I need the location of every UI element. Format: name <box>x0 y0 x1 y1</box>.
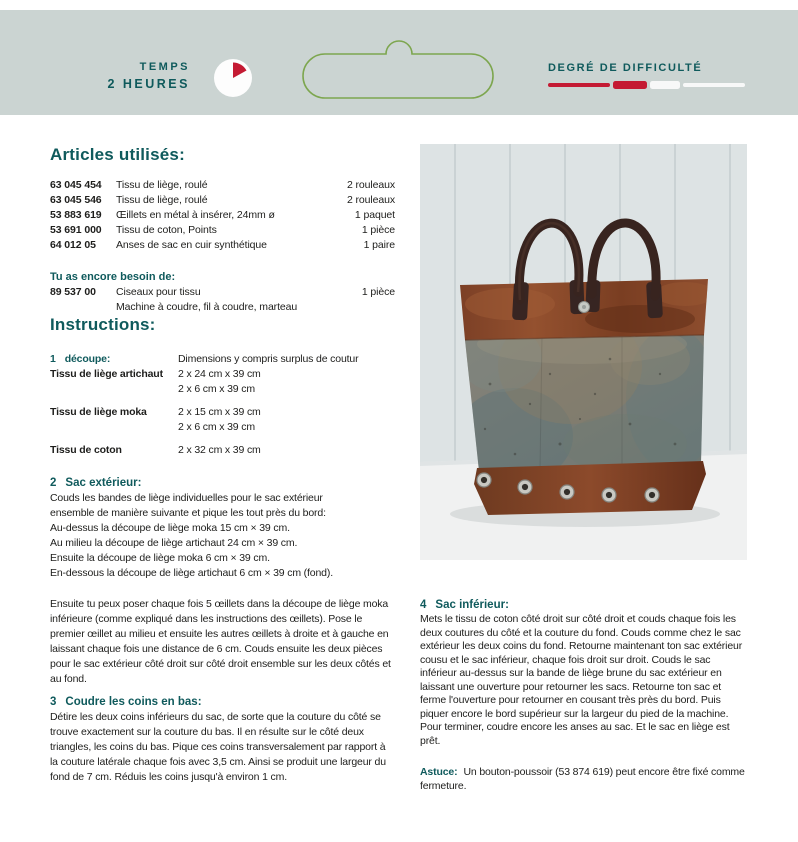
step3-heading <box>50 695 395 710</box>
difficulty-segment-empty <box>650 81 680 89</box>
clock-icon <box>213 58 253 98</box>
time-label: TEMPS <box>139 61 190 73</box>
article-row <box>50 285 395 300</box>
article-name: Machine à coudre, fil à coudre, marteau <box>116 301 298 313</box>
article-row <box>50 300 395 315</box>
step4-heading <box>420 598 748 613</box>
article-row <box>50 178 395 193</box>
article-code: 64 012 05 <box>50 239 96 251</box>
difficulty-block <box>548 62 748 89</box>
step-title: découpe: <box>64 353 111 365</box>
instruction-line: Au milieu la découpe de liège artichaut 24 cm × 39 cm. <box>50 537 298 549</box>
fabric-dimensions <box>178 443 261 458</box>
article-code: 53 691 000 <box>50 224 102 236</box>
tip-label: Astuce: <box>420 766 458 778</box>
article-code: 89 537 00 <box>50 286 96 298</box>
dimension-line: 2 x 6 cm x 39 cm <box>178 383 255 395</box>
article-qty: 1 pièce <box>361 286 395 298</box>
article-name: Tissu de coton, Points <box>116 224 217 236</box>
fabric-label: Tissu de liège artichaut <box>50 368 163 380</box>
article-qty: 1 pièce <box>361 224 395 236</box>
eyelet <box>645 488 659 502</box>
step4-inner-bag <box>420 598 748 748</box>
step-number: 4 <box>420 599 427 611</box>
article-row <box>50 223 395 238</box>
instructions-title: Instructions: <box>50 315 156 334</box>
article-qty: 1 paire <box>363 239 395 251</box>
step2-heading <box>50 476 395 491</box>
difficulty-segment-filled <box>613 81 647 89</box>
step3-paragraph: Détire les deux coins inférieurs du sac, de sorte que la couture du côté se trouve exactement sur la couture du bas. Il en résulte sur le côté deux triangles, les coins du bas. Pique ces coins transversalement par rapport à la couture latérale chaque fois avec 3,5 cm. Ainsi se produit une largeur du fond de 7 cm. Réduis les coins jusqu'à environ 1 cm. <box>50 711 386 783</box>
articles-list <box>50 178 395 253</box>
instruction-line: Ensuite la découpe de liège moka 6 cm × 39 cm. <box>50 552 270 564</box>
step-title: Sac inférieur: <box>435 599 509 611</box>
left-column <box>50 145 395 785</box>
eyelet <box>560 485 574 499</box>
article-qty: 2 rouleaux <box>346 194 395 206</box>
step2-outer-bag <box>50 476 395 581</box>
article-code <box>50 300 116 315</box>
snap-button <box>579 302 590 313</box>
step1-note: Dimensions y compris surplus de coutur <box>178 353 359 365</box>
bag-photo <box>420 144 747 560</box>
difficulty-label: DEGRÉ DE DIFFICULTÉ <box>548 62 703 74</box>
article-name: Œillets en métal à insérer, 24mm ø <box>116 209 275 221</box>
article-row <box>50 238 395 253</box>
fabric-dimensions <box>178 367 261 397</box>
fabric-label: Tissu de coton <box>50 444 122 456</box>
step1-cutting-table <box>50 352 395 458</box>
eyelet <box>518 480 532 494</box>
tip-text: Un bouton-poussoir (53 874 619) peut encore être fixé comme fermeture. <box>420 766 745 792</box>
fabric-dimensions <box>178 405 261 435</box>
article-code: 53 883 619 <box>50 209 102 221</box>
dimension-line: 2 x 32 cm x 39 cm <box>178 444 261 456</box>
instruction-line: ensemble de manière suivante et pique les tout près du bord: <box>50 507 326 519</box>
label-badge-outline <box>302 40 494 100</box>
right-column <box>420 144 748 793</box>
bag-bottom-band <box>474 461 706 515</box>
article-code: 63 045 454 <box>50 179 102 191</box>
dimension-line: 2 x 6 cm x 39 cm <box>178 421 255 433</box>
article-name: Ciseaux pour tissu <box>116 286 201 298</box>
step-number: 1 <box>50 353 56 365</box>
also-needed-block <box>50 270 395 315</box>
step-number: 3 <box>50 696 57 708</box>
step3-corners <box>50 695 395 785</box>
dimension-line: 2 x 15 cm x 39 cm <box>178 406 261 418</box>
eyelet <box>477 473 491 487</box>
instruction-line: En-dessous la découpe de liège artichaut 6 cm × 39 cm (fond). <box>50 567 333 579</box>
instruction-line: Au-dessus la découpe de liège moka 15 cm × 39 cm. <box>50 522 290 534</box>
instruction-line: Couds les bandes de liège individuelles pour le sac extérieur <box>50 492 323 504</box>
article-name: Anses de sac en cuir synthétique <box>116 239 267 251</box>
also-needed-title: Tu as encore besoin de: <box>50 271 176 283</box>
step-title: Sac extérieur: <box>65 477 142 489</box>
difficulty-meter <box>548 81 748 89</box>
tip-block <box>420 766 748 793</box>
articles-title: Articles utilisés: <box>50 145 185 164</box>
time-block <box>60 61 190 91</box>
article-qty: 2 rouleaux <box>346 179 395 191</box>
article-name: Tissu de liège, roulé <box>116 194 208 206</box>
step-title: Coudre les coins en bas: <box>65 696 202 708</box>
article-code: 63 045 546 <box>50 194 102 206</box>
article-row <box>50 208 395 223</box>
step2-lines <box>50 491 395 581</box>
article-name: Tissu de liège, roulé <box>116 179 208 191</box>
step1-heading <box>50 352 178 367</box>
difficulty-segment-empty <box>683 83 745 87</box>
step4-paragraph: Mets le tissu de coton côté droit sur côté droit et couds chaque fois les deux coutures du côté et la couture du fond. Couds comme chez le sac extérieur les deux coins du fond. Retourne maintenant ton sac extérieur cousu et le sac inférieur, chaque fois droit sur droit. Couds le sac inférieur au-dessus sur la bande de liège brune du sac extérieur en laissant une ouverture pour retourner les sacs. Retourne ton sac et ferme l'ouverture pour retourner en cousant très près du bord. Puis piquer encore le bord supérieur sur la largeur du pied de la machine. Pour terminer, coudre encore les anses au sac. Et le sac en liège est prêt. <box>420 613 743 747</box>
dimension-line: 2 x 24 cm x 39 cm <box>178 368 261 380</box>
time-value: 2 HEURES <box>107 77 190 91</box>
step2-paragraph2: Ensuite tu peux poser chaque fois 5 œillets dans la découpe de liège moka inférieure (comme expliqué dans les instructions des œillets). Pose le premier œillet au milieu et ensuite les autres œillets à droite et à gauche en laissant chaque fois une distance de 6 cm. Couds ensuite les deux pièces pour le sac extérieur côté droit sur côté droit ensemble sur les deux côtés et au fond. <box>50 598 391 685</box>
eyelet <box>602 488 616 502</box>
step-number: 2 <box>50 477 57 489</box>
header-band <box>0 10 798 115</box>
fabric-label: Tissu de liège moka <box>50 406 147 418</box>
article-qty: 1 paquet <box>354 209 395 221</box>
article-row <box>50 193 395 208</box>
difficulty-segment-filled <box>548 83 610 87</box>
